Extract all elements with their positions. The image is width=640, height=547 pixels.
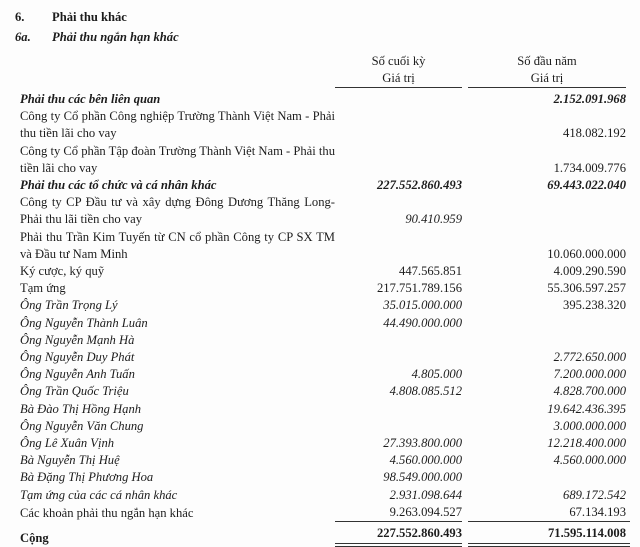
row-value-beginning: 3.000.000.000 xyxy=(553,418,626,433)
row-label: Ông Nguyễn Anh Tuấn xyxy=(20,367,135,382)
row-label: Ký cược, ký quỹ xyxy=(20,264,105,279)
section-title: Phải thu khác xyxy=(52,10,127,24)
section-number: 6. xyxy=(15,10,25,24)
row-value-beginning: 2.772.650.000 xyxy=(553,350,626,365)
row-value-beginning: 418.082.192 xyxy=(563,126,626,141)
row-value-ending: 4.560.000.000 xyxy=(389,453,462,468)
row-value-beginning: 395.238.320 xyxy=(563,298,626,313)
row-label: Ông Trần Quốc Triệu xyxy=(20,384,129,399)
subsection-number: 6a. xyxy=(15,30,31,44)
total-row xyxy=(0,523,640,547)
table-row xyxy=(0,332,640,349)
table-header xyxy=(0,53,640,88)
table-row xyxy=(0,383,640,400)
row-value-beginning: 4.009.290.590 xyxy=(553,264,626,279)
table-row xyxy=(0,194,640,228)
row-label: Ông Nguyễn Thành Luân xyxy=(20,315,148,330)
table-row xyxy=(0,418,640,435)
table-row xyxy=(0,108,640,142)
row-label: Công ty Cổ phần Tập đoàn Trường Thành Việt Nam - Phải thu tiền lãi cho vay xyxy=(20,143,335,175)
table-row xyxy=(0,229,640,263)
row-label: Ông Nguyễn Văn Chung xyxy=(20,418,144,433)
row-label: Bà Đào Thị Hồng Hạnh xyxy=(20,401,142,416)
row-label: Ông Nguyễn Duy Phát xyxy=(20,350,135,365)
table-row xyxy=(0,315,640,332)
row-label: Phải thu các tổ chức và cá nhân khác xyxy=(20,178,217,193)
row-value-beginning: 689.172.542 xyxy=(563,487,626,502)
row-value-beginning: 7.200.000.000 xyxy=(553,367,626,382)
total-label: Cộng xyxy=(20,531,49,546)
table-row xyxy=(0,366,640,383)
table-row xyxy=(0,349,640,366)
row-value-ending: 44.490.000.000 xyxy=(383,315,462,330)
row-value-ending: 227.552.860.493 xyxy=(376,178,462,193)
row-value-beginning: 67.134.193 xyxy=(468,504,630,522)
row-value-ending: 4.805.000 xyxy=(411,367,462,382)
row-label: Công ty Cổ phần Công nghiệp Trường Thành Việt Nam - Phải thu tiền lãi cho vay xyxy=(20,109,335,141)
col1-subheader: Giá trị xyxy=(335,70,462,88)
table-row xyxy=(0,177,640,194)
row-value-beginning: 2.152.091.968 xyxy=(553,92,626,106)
column-header-beginning-balance xyxy=(468,53,630,88)
row-value-ending: 9.263.094.527 xyxy=(335,504,462,522)
table-row xyxy=(0,143,640,177)
row-label: Bà Nguyễn Thị Huệ xyxy=(20,453,120,468)
row-label: Bà Đặng Thị Phương Hoa xyxy=(20,470,154,485)
row-value-ending: 35.015.000.000 xyxy=(383,298,462,313)
row-label: Phải thu các bên liên quan xyxy=(20,92,161,106)
row-value-beginning: 1.734.009.776 xyxy=(553,160,626,175)
row-value-ending: 2.931.098.644 xyxy=(389,487,462,502)
row-label: Các khoản phải thu ngắn hạn khác xyxy=(20,505,194,520)
total-value-beginning: 71.595.114.008 xyxy=(468,523,630,547)
row-value-ending: 98.549.000.000 xyxy=(383,470,462,485)
row-label: Tạm ứng của các cá nhân khác xyxy=(20,487,178,502)
subsection-title: Phải thu ngắn hạn khác xyxy=(52,30,179,44)
row-label: Ông Nguyễn Mạnh Hà xyxy=(20,332,135,347)
row-label: Phải thu Trần Kim Tuyến từ CN cổ phần Công ty CP SX TM và Đầu tư Nam Minh xyxy=(20,229,335,261)
row-value-beginning: 12.218.400.000 xyxy=(547,436,626,451)
row-value-ending: 217.751.789.156 xyxy=(376,281,462,296)
table-row xyxy=(0,469,640,486)
subsection-heading xyxy=(0,27,640,47)
table-row xyxy=(0,280,640,297)
col2-subheader: Giá trị xyxy=(468,70,626,88)
row-value-ending: 90.410.959 xyxy=(405,212,462,227)
table-row xyxy=(0,504,640,522)
row-label: Ông Lê Xuân Vịnh xyxy=(20,436,115,451)
table-row xyxy=(0,435,640,452)
row-label: Công ty CP Đầu tư và xây dựng Đông Dương Thăng Long- Phải thu lãi tiền cho vay xyxy=(20,195,335,227)
table-row xyxy=(0,452,640,469)
table-row xyxy=(0,297,640,314)
table-row xyxy=(0,263,640,280)
row-value-beginning: 69.443.022.040 xyxy=(547,178,626,193)
row-value-beginning: 4.828.700.000 xyxy=(553,384,626,399)
table-row xyxy=(0,91,640,108)
row-value-beginning: 19.642.436.395 xyxy=(547,401,626,416)
row-value-ending: 27.393.800.000 xyxy=(383,436,462,451)
col2-header: Số đầu năm xyxy=(517,54,577,68)
row-value-beginning: 4.560.000.000 xyxy=(553,453,626,468)
row-label: Ông Trần Trọng Lý xyxy=(20,298,118,313)
row-value-beginning: 55.306.597.257 xyxy=(547,281,626,296)
column-header-ending-balance xyxy=(335,53,462,88)
col1-header: Số cuối kỳ xyxy=(371,54,426,68)
row-value-ending: 447.565.851 xyxy=(399,264,462,279)
row-value-beginning: 10.060.000.000 xyxy=(547,246,626,261)
total-value-ending: 227.552.860.493 xyxy=(335,523,462,547)
row-label: Tạm ứng xyxy=(20,281,66,296)
row-value-ending: 4.808.085.512 xyxy=(389,384,462,399)
table-row xyxy=(0,487,640,504)
section-heading xyxy=(0,7,640,27)
table-row xyxy=(0,401,640,418)
